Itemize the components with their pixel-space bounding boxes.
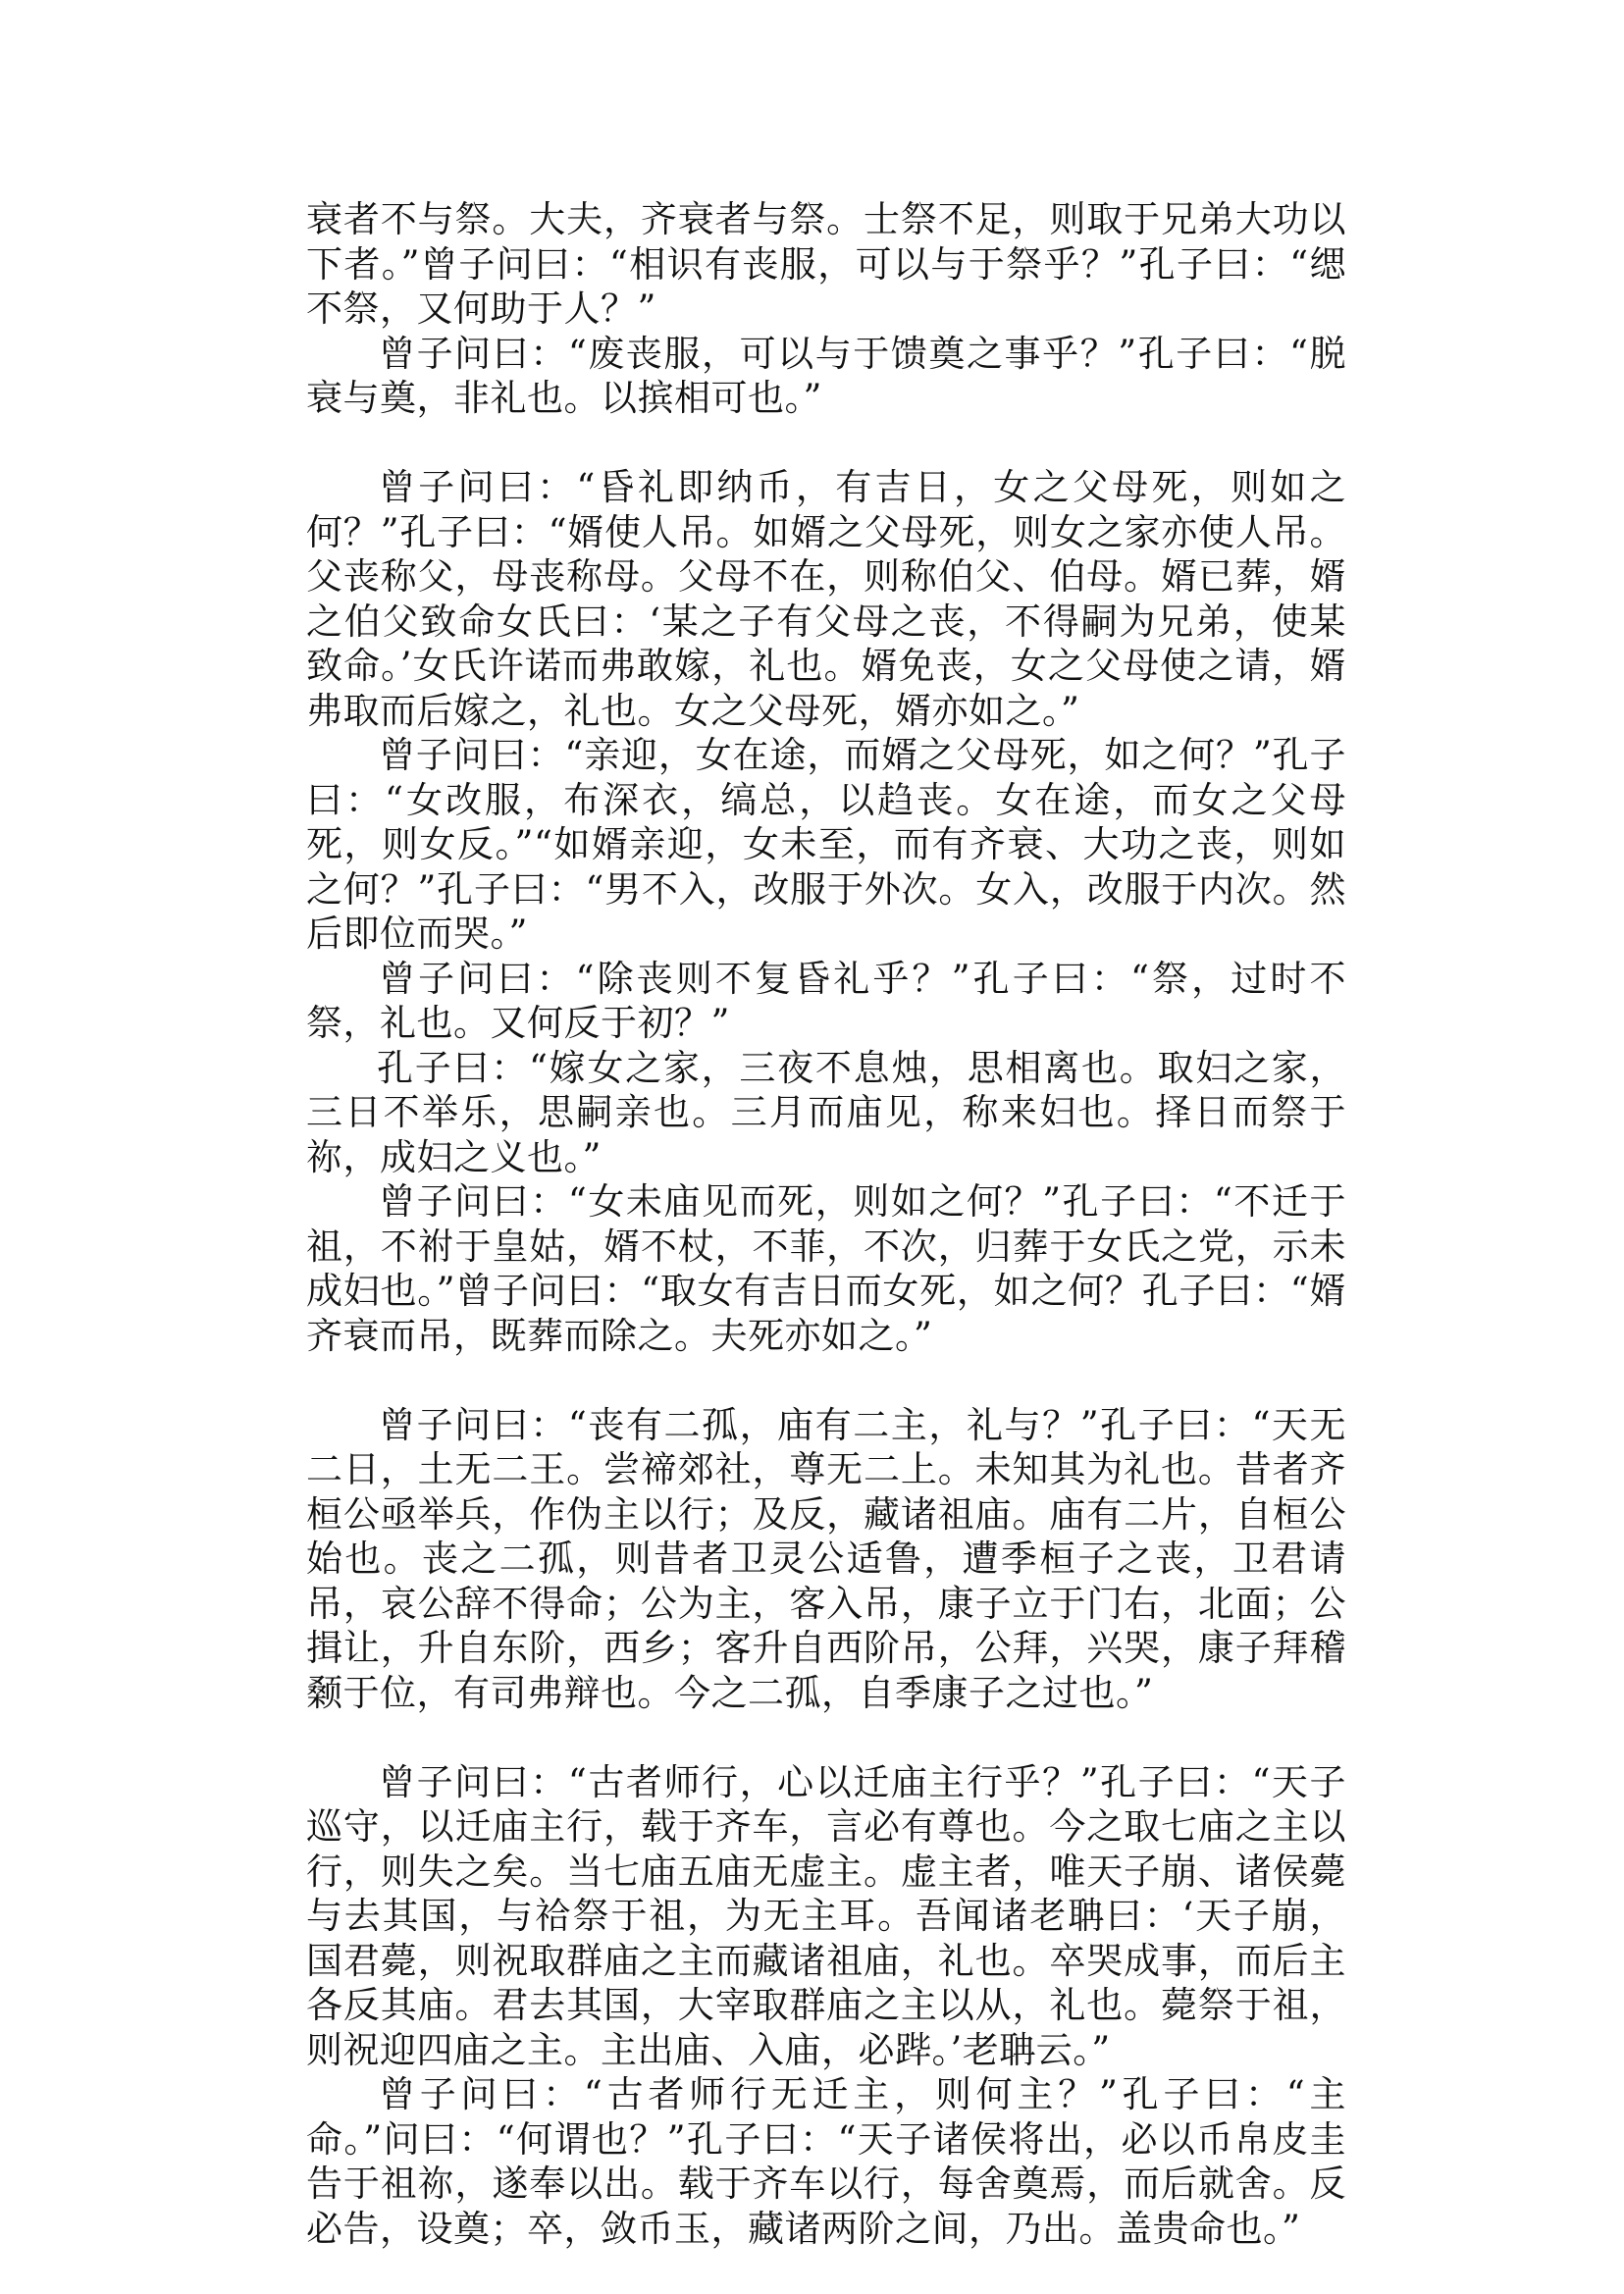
paragraph-8: 曾子问曰：“丧有二孤，庙有二主，礼与？”孔子曰：“天无二日，土无二王。尝禘郊社，尊无二上。未知其为礼也。昔者齐桓公亟举兵，作伪主以行；及反，藏诸祖庙。庙有二片，自桓公始也。丧之二孤，则昔者卫灵公适鲁，遭季桓子之丧，卫君请吊，哀公辞不得命；公为主，客入吊，康子立于门右，北面；公揖让，升自东阶，西乡；客升自西阶吊，公拜，兴哭，康子拜稽颡于位，有司弗辩也。今之二孤，自季康子之过也。”	[306, 1403, 1346, 1714]
paragraph-7: 曾子问曰：“女未庙见而死，则如之何？”孔子曰：“不迁于祖，不祔于皇姑，婿不杖，不菲，不次，归葬于女氏之党，示未成妇也。”曾子问曰：“取女有吉日而女死，如之何？孔子曰：“婿齐衰而吊，既葬而除之。夫死亦如之。”	[306, 1180, 1346, 1357]
paragraph-1: 衰者不与祭。大夫，齐衰者与祭。士祭不足，则取于兄弟大功以下者。”曾子问曰：“相识有丧服，可以与于祭乎？”孔子曰：“缌不祭，又何助于人？”	[306, 198, 1346, 330]
paragraph-gap	[306, 421, 1346, 466]
paragraph-10: 曾子问曰：“古者师行无迁主，则何主？”孔子曰：“主命。”问曰：“何谓也？”孔子曰：“天子诸侯将出，必以币帛皮圭告于祖祢，遂奉以出。载于齐车以行，每舍奠焉，而后就舍。反必告，设奠；卒，敛币玉，藏诸两阶之间，乃出。盖贵命也。”	[306, 2073, 1346, 2250]
paragraph-4: 曾子问曰：“亲迎，女在途，而婿之父母死，如之何？”孔子曰：“女改服，布深衣，缟总，以趋丧。女在途，而女之父母死，则女反。”“如婿亲迎，女未至，而有齐衰、大功之丧，则如之何？”孔子曰：“男不入，改服于外次。女入，改服于内次。然后即位而哭。”	[306, 734, 1346, 955]
paragraph-5: 曾子问曰：“除丧则不复昏礼乎？”孔子曰：“祭，过时不祭，礼也。又何反于初？”	[306, 957, 1346, 1044]
paragraph-9: 曾子问曰：“古者师行，心以迁庙主行乎？”孔子曰：“天子巡守，以迁庙主行，载于齐车，言必有尊也。今之取七庙之主以行，则失之矣。当七庙五庙无虚主。虚主者，唯天子崩、诸侯薨与去其国，与祫祭于祖，为无主耳。吾闻诸老聃曰：‘天子崩，国君薨，则祝取群庙之主而藏诸祖庙，礼也。卒哭成事，而后主各反其庙。君去其国，大宰取群庙之主以从，礼也。薨祭于祖，则祝迎四庙之主。主出庙、入庙，必跸。’老聃云。”	[306, 1760, 1346, 2071]
document-body	[306, 197, 1346, 2251]
paragraph-gap	[306, 1715, 1346, 1760]
paragraph-2: 曾子问曰：“废丧服，可以与于馈奠之事乎？”孔子曰：“脱衰与奠，非礼也。以摈相可也。”	[306, 332, 1346, 419]
paragraph-3: 曾子问曰：“昏礼即纳币，有吉日，女之父母死，则如之何？”孔子曰：“婿使人吊。如婿之父母死，则女之家亦使人吊。父丧称父，母丧称母。父母不在，则称伯父、伯母。婿已葬，婿之伯父致命女氏曰：‘某之子有父母之丧，不得嗣为兄弟，使某致命。’女氏许诺而弗敢嫁，礼也。婿免丧，女之父母使之请，婿弗取而后嫁之，礼也。女之父母死，婿亦如之。”	[306, 466, 1346, 732]
paragraph-6: 孔子曰：“嫁女之家，三夜不息烛，思相离也。取妇之家，三日不举乐，思嗣亲也。三月而庙见，称来妇也。择日而祭于祢，成妇之义也。”	[306, 1046, 1346, 1178]
paragraph-gap	[306, 1358, 1346, 1403]
